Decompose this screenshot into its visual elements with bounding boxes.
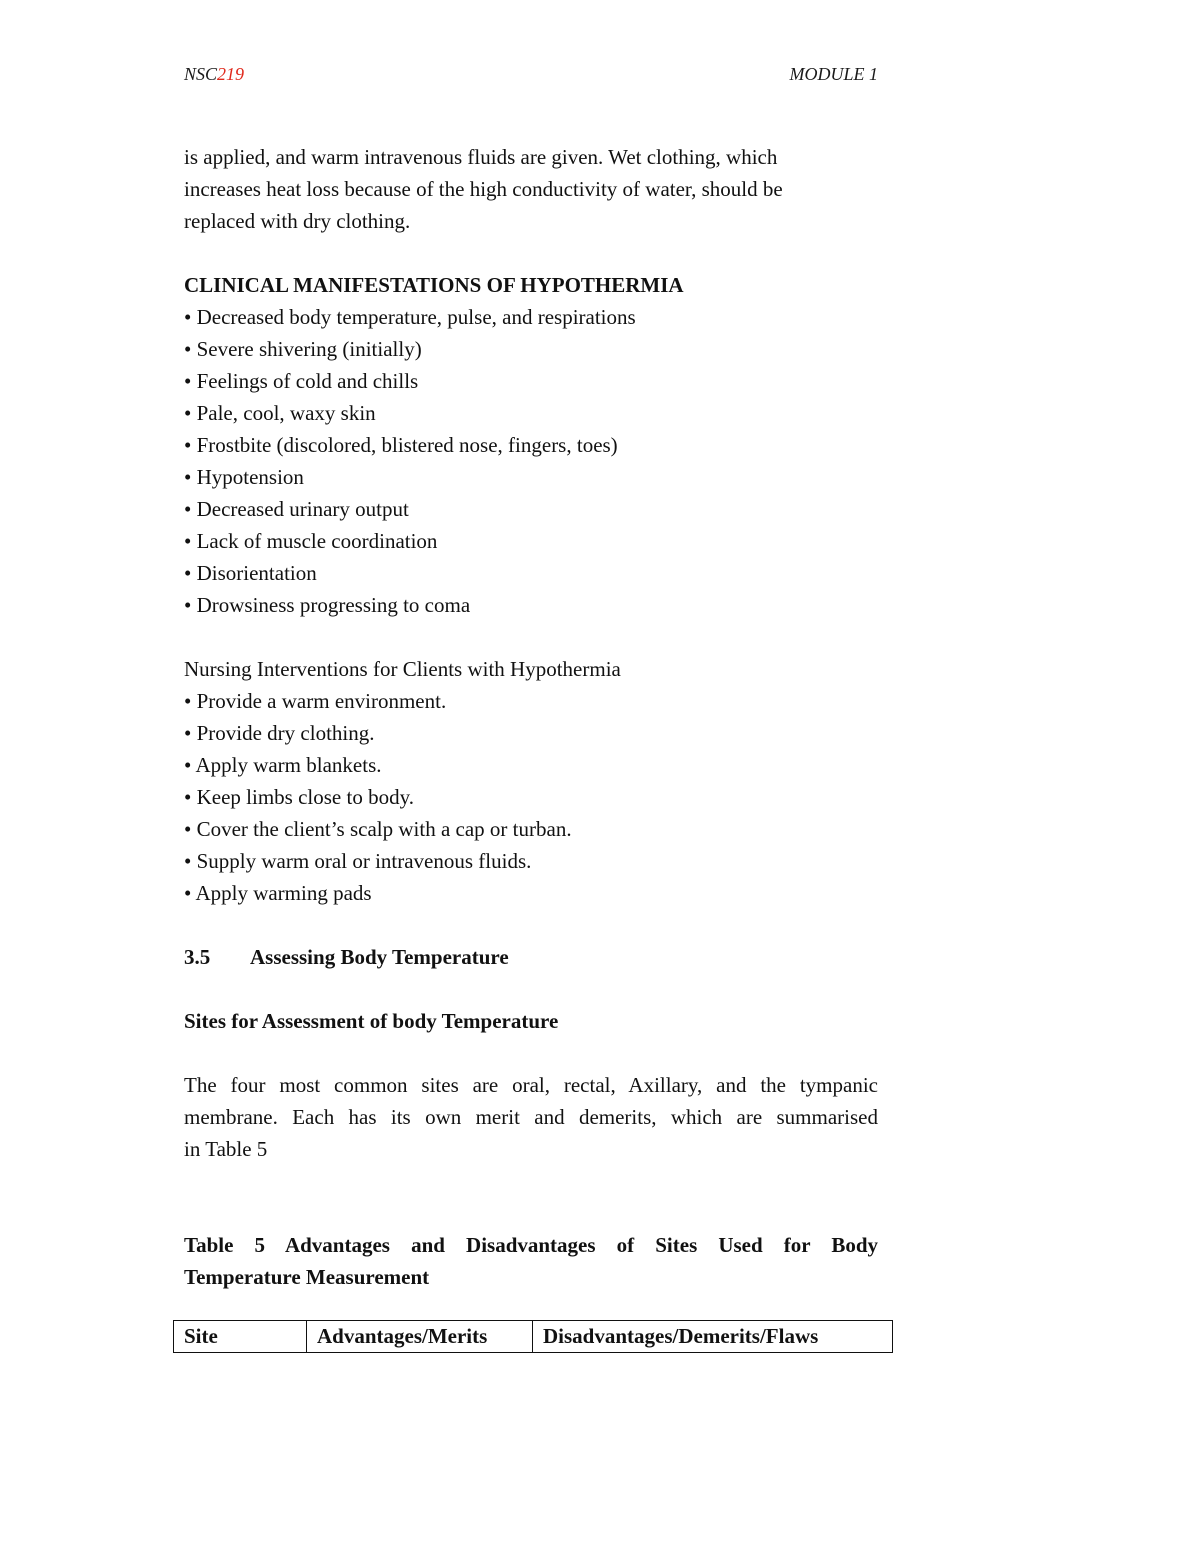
list-item: • Keep limbs close to body.	[184, 785, 414, 809]
list-item: • Apply warming pads	[184, 881, 372, 905]
list-item: • Decreased body temperature, pulse, and respirations	[184, 305, 636, 329]
course-code	[184, 64, 244, 85]
list-item: • Cover the client’s scalp with a cap or turban.	[184, 817, 572, 841]
sites-paragraph-line: membrane. Each has its own merit and demerits, which are summarised	[184, 1105, 878, 1129]
list-item: • Hypotension	[184, 465, 304, 489]
manifestations-list	[184, 301, 878, 621]
section-title: Assessing Body Temperature	[250, 945, 509, 969]
intro-line: is applied, and warm intravenous fluids are given. Wet clothing, which	[184, 145, 778, 169]
list-item: • Supply warm oral or intravenous fluids.	[184, 849, 532, 873]
column-header-advantages: Advantages/Merits	[307, 1321, 533, 1353]
column-header-disadvantages: Disadvantages/Demerits/Flaws	[533, 1321, 893, 1353]
interventions-list	[184, 685, 878, 909]
table-caption-line: Table 5 Advantages and Disadvantages of Sites Used for Body	[184, 1233, 878, 1257]
list-item: • Provide dry clothing.	[184, 721, 375, 745]
sites-paragraph-line: The four most common sites are oral, rectal, Axillary, and the tympanic	[184, 1073, 878, 1097]
sites-paragraph-line: in Table 5	[184, 1137, 268, 1161]
list-item: • Provide a warm environment.	[184, 689, 447, 713]
page-body	[184, 141, 878, 1293]
table-caption-line: Temperature Measurement	[184, 1265, 430, 1289]
sites-heading: Sites for Assessment of body Temperature	[184, 1009, 559, 1033]
list-item: • Frostbite (discolored, blistered nose, fingers, toes)	[184, 433, 618, 457]
list-item: • Lack of muscle coordination	[184, 529, 438, 553]
list-item: • Pale, cool, waxy skin	[184, 401, 376, 425]
sites-table	[173, 1320, 893, 1353]
list-item: • Severe shivering (initially)	[184, 337, 422, 361]
interventions-heading: Nursing Interventions for Clients with Hypothermia	[184, 657, 621, 681]
list-item: • Apply warm blankets.	[184, 753, 382, 777]
intro-line: replaced with dry clothing.	[184, 209, 411, 233]
table-header-row	[174, 1321, 893, 1353]
list-item: • Disorientation	[184, 561, 317, 585]
manifestations-heading: CLINICAL MANIFESTATIONS OF HYPOTHERMIA	[184, 273, 684, 297]
column-header-site: Site	[174, 1321, 307, 1353]
intro-line: increases heat loss because of the high conductivity of water, should be	[184, 177, 783, 201]
section-heading	[184, 941, 878, 973]
list-item: • Feelings of cold and chills	[184, 369, 419, 393]
list-item: • Decreased urinary output	[184, 497, 409, 521]
list-item: • Drowsiness progressing to coma	[184, 593, 471, 617]
section-number: 3.5	[184, 945, 211, 969]
module-label: MODULE 1	[789, 64, 878, 84]
course-number: 219	[217, 64, 245, 84]
course-prefix: NSC	[184, 64, 218, 84]
